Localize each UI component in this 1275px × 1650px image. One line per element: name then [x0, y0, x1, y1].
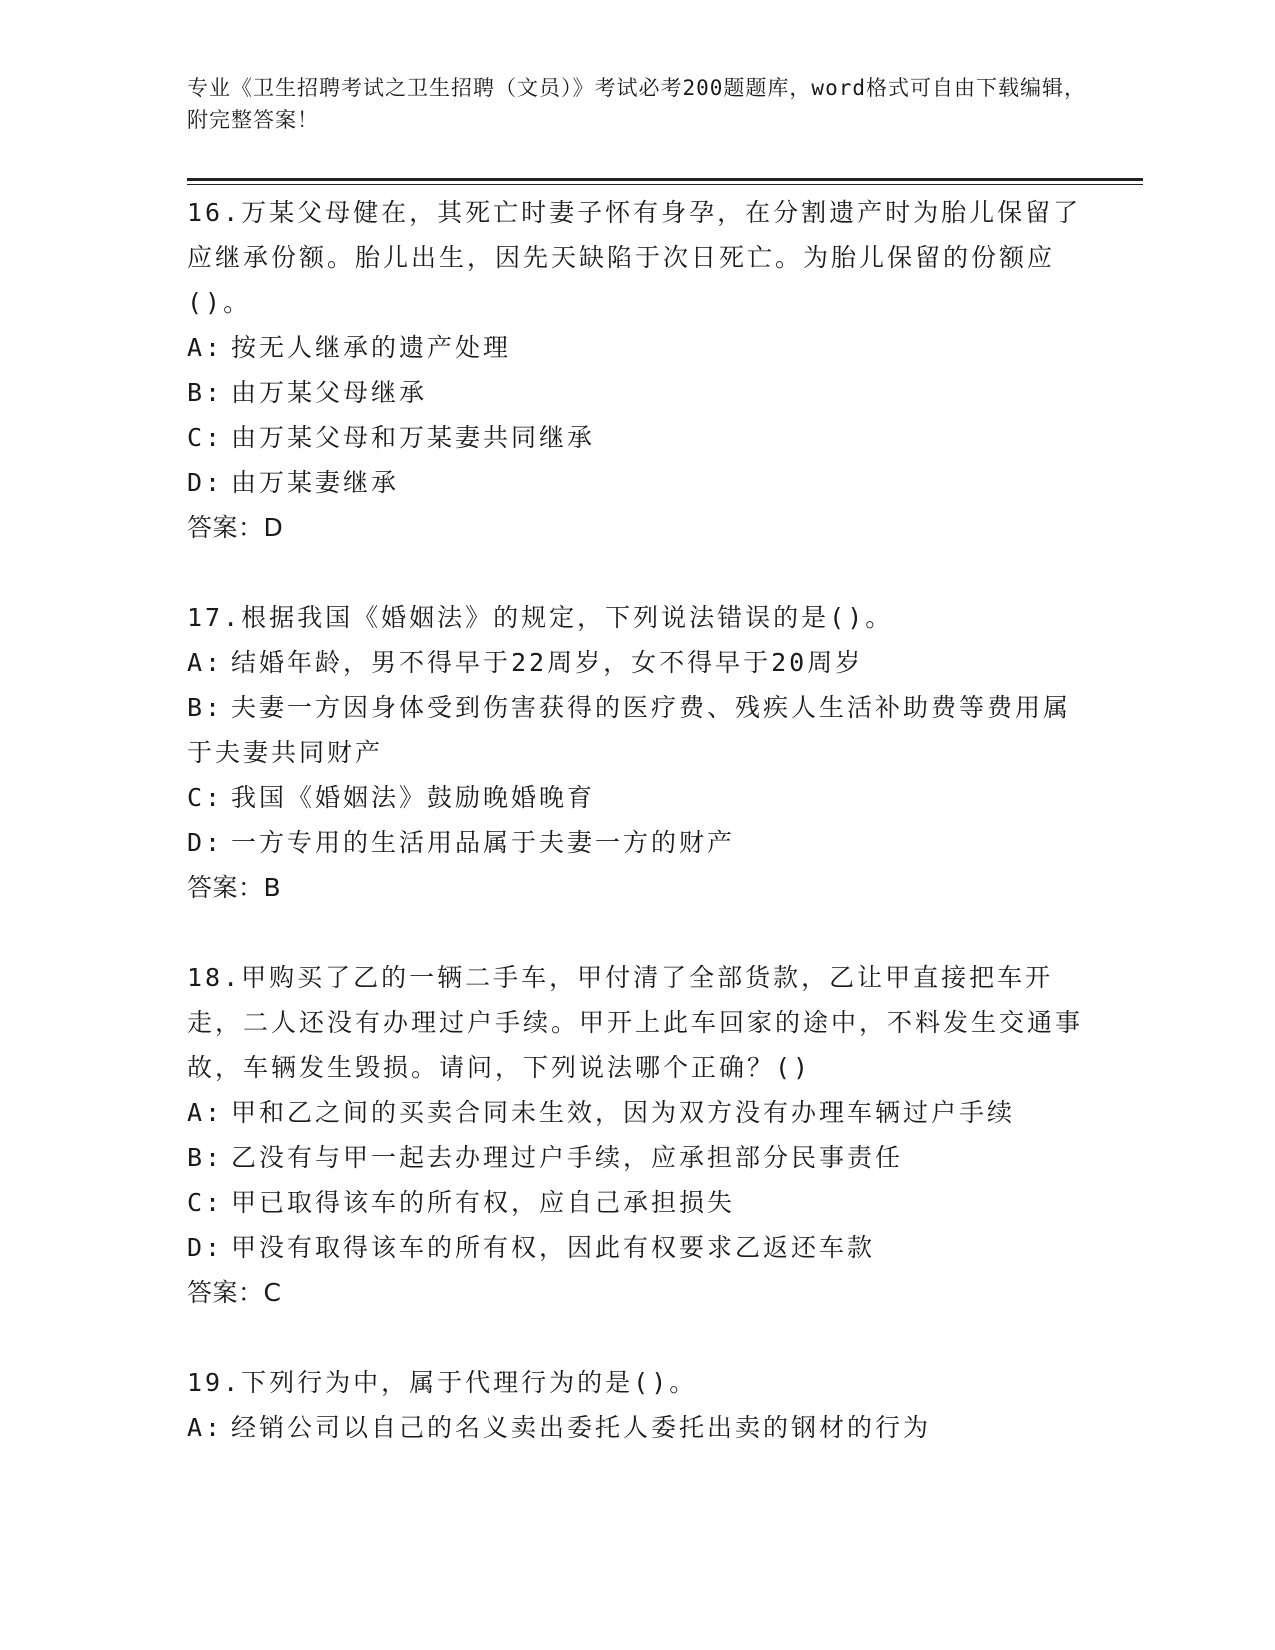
option-d	[187, 820, 1087, 865]
option-a	[187, 640, 1087, 685]
option-letter: A:	[187, 1098, 224, 1127]
option-d	[187, 460, 1087, 505]
document-header	[187, 72, 1087, 136]
option-text: 由万某父母继承	[231, 378, 428, 407]
option-b	[187, 370, 1087, 415]
option-c	[187, 415, 1087, 460]
question-stem: 19.下列行为中，属于代理行为的是()。	[187, 1368, 698, 1397]
answer-line: 答案：B	[187, 873, 282, 902]
option-text: 由万某妻继承	[231, 468, 400, 497]
option-letter: A:	[187, 1413, 224, 1442]
option-text: 夫妻一方因身体受到伤害获得的医疗费、残疾人生活补助费等费用属于夫妻共同财产	[187, 693, 1072, 767]
option-text: 甲已取得该车的所有权，应自己承担损失	[231, 1188, 736, 1217]
question-18	[187, 955, 1087, 1315]
option-letter: B:	[187, 1143, 224, 1172]
option-text: 按无人继承的遗产处理	[231, 333, 512, 362]
option-a	[187, 325, 1087, 370]
option-text: 甲和乙之间的买卖合同未生效，因为双方没有办理车辆过户手续	[231, 1098, 1016, 1127]
option-letter: B:	[187, 693, 224, 722]
option-text: 由万某父母和万某妻共同继承	[231, 423, 596, 452]
option-a	[187, 1405, 1087, 1450]
header-divider-thin	[187, 184, 1143, 185]
option-text: 一方专用的生活用品属于夫妻一方的财产	[231, 828, 736, 857]
option-text: 结婚年龄，男不得早于22周岁，女不得早于20周岁	[231, 648, 864, 677]
question-list	[187, 190, 1087, 1495]
option-d	[187, 1225, 1087, 1270]
question-stem: 17.根据我国《婚姻法》的规定，下列说法错误的是()。	[187, 603, 894, 632]
option-b	[187, 1135, 1087, 1180]
answer-line: 答案：D	[187, 513, 284, 542]
question-16	[187, 190, 1087, 550]
option-text: 我国《婚姻法》鼓励晚婚晚育	[231, 783, 596, 812]
option-letter: D:	[187, 468, 224, 497]
answer-line: 答案：C	[187, 1278, 282, 1307]
option-a	[187, 1090, 1087, 1135]
option-letter: B:	[187, 378, 224, 407]
question-19	[187, 1360, 1087, 1450]
option-text: 乙没有与甲一起去办理过户手续，应承担部分民事责任	[231, 1143, 904, 1172]
question-stem: 18.甲购买了乙的一辆二手车，甲付清了全部货款，乙让甲直接把车开走，二人还没有办理过户手续。甲开上此车回家的途中，不料发生交通事故，车辆发生毁损。请问，下列说法哪个正确？()	[187, 963, 1084, 1082]
option-letter: C:	[187, 423, 224, 452]
option-text: 甲没有取得该车的所有权，因此有权要求乙返还车款	[231, 1233, 876, 1262]
option-letter: A:	[187, 333, 224, 362]
option-letter: C:	[187, 1188, 224, 1217]
header-divider-thick	[187, 178, 1143, 181]
option-c	[187, 775, 1087, 820]
option-letter: A:	[187, 648, 224, 677]
option-b	[187, 685, 1087, 775]
option-c	[187, 1180, 1087, 1225]
option-letter: C:	[187, 783, 224, 812]
question-17	[187, 595, 1087, 910]
option-text: 经销公司以自己的名义卖出委托人委托出卖的钢材的行为	[231, 1413, 932, 1442]
option-letter: D:	[187, 828, 224, 857]
header-text: 专业《卫生招聘考试之卫生招聘（文员）》考试必考200题题库，word格式可自由下载编辑，附完整答案！	[187, 76, 1086, 132]
option-letter: D:	[187, 1233, 224, 1262]
question-stem: 16.万某父母健在，其死亡时妻子怀有身孕，在分割遗产时为胎儿保留了应继承份额。胎儿出生，因先天缺陷于次日死亡。为胎儿保留的份额应()。	[187, 198, 1082, 317]
